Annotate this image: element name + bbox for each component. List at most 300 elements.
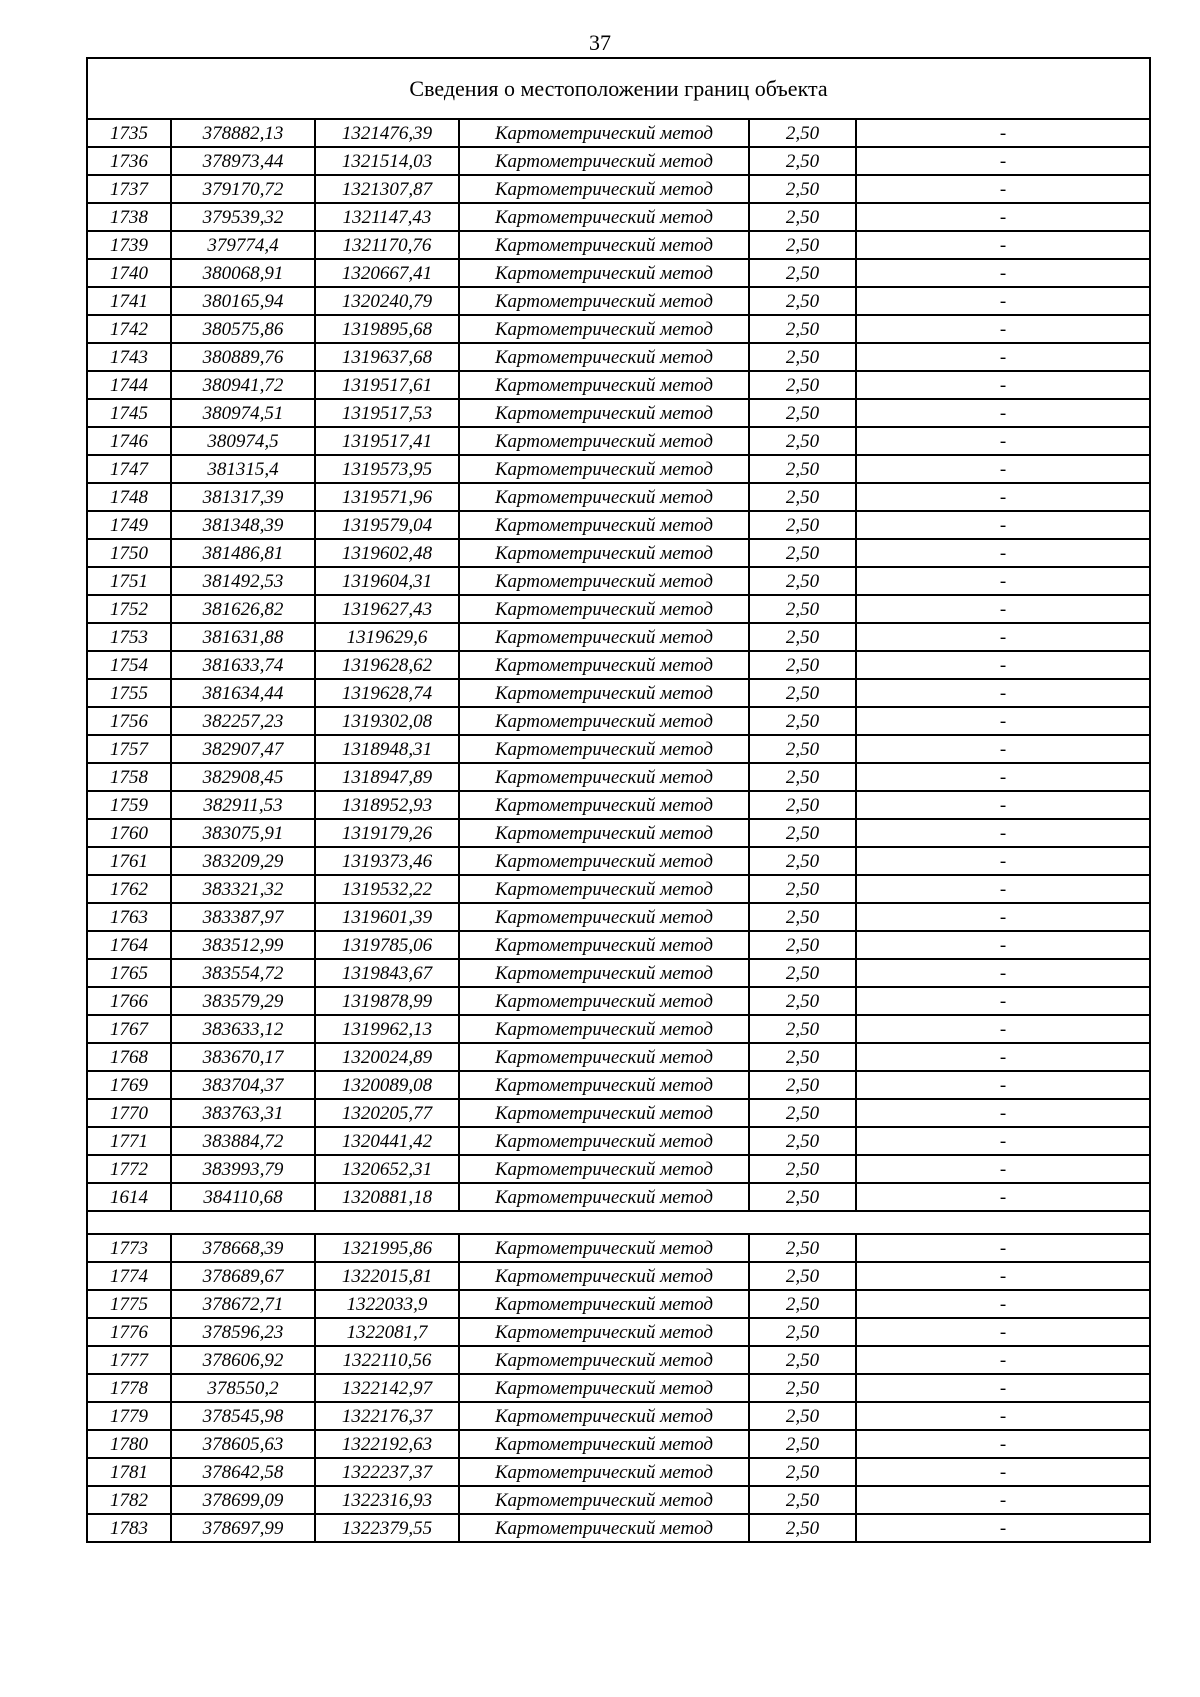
table-row	[87, 1127, 1150, 1155]
method-cell: Картометрический метод	[459, 595, 749, 623]
table-row	[87, 763, 1150, 791]
coord-x-cell: 383387,97	[171, 903, 315, 931]
note-cell: -	[856, 567, 1150, 595]
table-row	[87, 511, 1150, 539]
method-cell: Картометрический метод	[459, 679, 749, 707]
accuracy-cell: 2,50	[749, 987, 856, 1015]
method-cell: Картометрический метод	[459, 1514, 749, 1542]
method-cell: Картометрический метод	[459, 987, 749, 1015]
point-number-cell: 1739	[87, 231, 171, 259]
coord-x-cell: 380889,76	[171, 343, 315, 371]
accuracy-cell: 2,50	[749, 651, 856, 679]
accuracy-cell: 2,50	[749, 203, 856, 231]
coord-y-cell: 1318947,89	[315, 763, 459, 791]
coord-y-cell: 1322379,55	[315, 1514, 459, 1542]
table-row	[87, 735, 1150, 763]
accuracy-cell: 2,50	[749, 875, 856, 903]
table-row	[87, 455, 1150, 483]
method-cell: Картометрический метод	[459, 1043, 749, 1071]
coord-x-cell: 378668,39	[171, 1234, 315, 1262]
point-number-cell: 1767	[87, 1015, 171, 1043]
coord-x-cell: 381633,74	[171, 651, 315, 679]
coord-y-cell: 1322110,56	[315, 1346, 459, 1374]
coord-y-cell: 1319373,46	[315, 847, 459, 875]
note-cell: -	[856, 847, 1150, 875]
note-cell: -	[856, 763, 1150, 791]
table-row	[87, 987, 1150, 1015]
table-row	[87, 539, 1150, 567]
accuracy-cell: 2,50	[749, 1430, 856, 1458]
note-cell: -	[856, 1318, 1150, 1346]
coord-y-cell: 1320089,08	[315, 1071, 459, 1099]
method-cell: Картометрический метод	[459, 1071, 749, 1099]
accuracy-cell: 2,50	[749, 511, 856, 539]
table-row	[87, 1402, 1150, 1430]
point-number-cell: 1747	[87, 455, 171, 483]
coord-y-cell: 1321170,76	[315, 231, 459, 259]
coord-x-cell: 381492,53	[171, 567, 315, 595]
point-number-cell: 1760	[87, 819, 171, 847]
coord-x-cell: 383554,72	[171, 959, 315, 987]
table-row	[87, 1486, 1150, 1514]
method-cell: Картометрический метод	[459, 791, 749, 819]
coord-x-cell: 380974,5	[171, 427, 315, 455]
method-cell: Картометрический метод	[459, 1346, 749, 1374]
method-cell: Картометрический метод	[459, 231, 749, 259]
method-cell: Картометрический метод	[459, 1234, 749, 1262]
coord-x-cell: 383512,99	[171, 931, 315, 959]
note-cell: -	[856, 1127, 1150, 1155]
coord-x-cell: 378596,23	[171, 1318, 315, 1346]
method-cell: Картометрический метод	[459, 1015, 749, 1043]
table-row	[87, 875, 1150, 903]
accuracy-cell: 2,50	[749, 1071, 856, 1099]
accuracy-cell: 2,50	[749, 763, 856, 791]
method-cell: Картометрический метод	[459, 483, 749, 511]
coord-y-cell: 1322316,93	[315, 1486, 459, 1514]
point-number-cell: 1780	[87, 1430, 171, 1458]
method-cell: Картометрический метод	[459, 203, 749, 231]
point-number-cell: 1769	[87, 1071, 171, 1099]
table-row	[87, 203, 1150, 231]
note-cell: -	[856, 875, 1150, 903]
note-cell: -	[856, 679, 1150, 707]
method-cell: Картометрический метод	[459, 287, 749, 315]
table-row	[87, 679, 1150, 707]
accuracy-cell: 2,50	[749, 1155, 856, 1183]
method-cell: Картометрический метод	[459, 315, 749, 343]
accuracy-cell: 2,50	[749, 1514, 856, 1542]
method-cell: Картометрический метод	[459, 875, 749, 903]
table-row	[87, 1430, 1150, 1458]
table-row	[87, 1071, 1150, 1099]
coord-y-cell: 1320205,77	[315, 1099, 459, 1127]
table-row	[87, 1015, 1150, 1043]
method-cell: Картометрический метод	[459, 539, 749, 567]
point-number-cell: 1740	[87, 259, 171, 287]
table-row	[87, 595, 1150, 623]
accuracy-cell: 2,50	[749, 1043, 856, 1071]
method-cell: Картометрический метод	[459, 847, 749, 875]
point-number-cell: 1744	[87, 371, 171, 399]
coord-x-cell: 384110,68	[171, 1183, 315, 1211]
table-row	[87, 707, 1150, 735]
coord-y-cell: 1319517,61	[315, 371, 459, 399]
coord-y-cell: 1319628,62	[315, 651, 459, 679]
table-row	[87, 315, 1150, 343]
coord-y-cell: 1320881,18	[315, 1183, 459, 1211]
note-cell: -	[856, 903, 1150, 931]
table-row	[87, 147, 1150, 175]
table-body	[87, 58, 1150, 1542]
accuracy-cell: 2,50	[749, 175, 856, 203]
coord-y-cell: 1319628,74	[315, 679, 459, 707]
method-cell: Картометрический метод	[459, 903, 749, 931]
method-cell: Картометрический метод	[459, 259, 749, 287]
boundary-table	[86, 57, 1151, 1543]
method-cell: Картометрический метод	[459, 819, 749, 847]
coord-x-cell: 378973,44	[171, 147, 315, 175]
accuracy-cell: 2,50	[749, 1015, 856, 1043]
coord-y-cell: 1321995,86	[315, 1234, 459, 1262]
coord-x-cell: 383993,79	[171, 1155, 315, 1183]
coord-y-cell: 1322176,37	[315, 1402, 459, 1430]
coord-x-cell: 382908,45	[171, 763, 315, 791]
accuracy-cell: 2,50	[749, 623, 856, 651]
coord-y-cell: 1322192,63	[315, 1430, 459, 1458]
accuracy-cell: 2,50	[749, 791, 856, 819]
accuracy-cell: 2,50	[749, 567, 856, 595]
accuracy-cell: 2,50	[749, 1127, 856, 1155]
note-cell: -	[856, 1430, 1150, 1458]
coord-x-cell: 378689,67	[171, 1262, 315, 1290]
table-row	[87, 1514, 1150, 1542]
point-number-cell: 1758	[87, 763, 171, 791]
accuracy-cell: 2,50	[749, 1374, 856, 1402]
accuracy-cell: 2,50	[749, 1486, 856, 1514]
accuracy-cell: 2,50	[749, 1346, 856, 1374]
section-separator-row	[87, 1211, 1150, 1234]
point-number-cell: 1745	[87, 399, 171, 427]
point-number-cell: 1736	[87, 147, 171, 175]
accuracy-cell: 2,50	[749, 399, 856, 427]
method-cell: Картометрический метод	[459, 651, 749, 679]
method-cell: Картометрический метод	[459, 763, 749, 791]
table-row	[87, 931, 1150, 959]
accuracy-cell: 2,50	[749, 119, 856, 147]
accuracy-cell: 2,50	[749, 1099, 856, 1127]
accuracy-cell: 2,50	[749, 1318, 856, 1346]
note-cell: -	[856, 175, 1150, 203]
coord-x-cell: 378697,99	[171, 1514, 315, 1542]
note-cell: -	[856, 455, 1150, 483]
coord-x-cell: 379170,72	[171, 175, 315, 203]
note-cell: -	[856, 651, 1150, 679]
accuracy-cell: 2,50	[749, 1262, 856, 1290]
note-cell: -	[856, 1346, 1150, 1374]
note-cell: -	[856, 511, 1150, 539]
note-cell: -	[856, 1155, 1150, 1183]
coord-x-cell: 379774,4	[171, 231, 315, 259]
section-separator-cell	[87, 1211, 1150, 1234]
method-cell: Картометрический метод	[459, 567, 749, 595]
method-cell: Картометрический метод	[459, 399, 749, 427]
coord-y-cell: 1322015,81	[315, 1262, 459, 1290]
point-number-cell: 1759	[87, 791, 171, 819]
point-number-cell: 1752	[87, 595, 171, 623]
note-cell: -	[856, 231, 1150, 259]
coord-y-cell: 1319571,96	[315, 483, 459, 511]
title-row	[87, 58, 1150, 119]
point-number-cell: 1771	[87, 1127, 171, 1155]
coord-y-cell: 1320024,89	[315, 1043, 459, 1071]
point-number-cell: 1783	[87, 1514, 171, 1542]
coord-y-cell: 1319604,31	[315, 567, 459, 595]
coord-x-cell: 383670,17	[171, 1043, 315, 1071]
point-number-cell: 1751	[87, 567, 171, 595]
coord-y-cell: 1320240,79	[315, 287, 459, 315]
table-row	[87, 399, 1150, 427]
point-number-cell: 1750	[87, 539, 171, 567]
coord-y-cell: 1322237,37	[315, 1458, 459, 1486]
coord-x-cell: 383579,29	[171, 987, 315, 1015]
point-number-cell: 1779	[87, 1402, 171, 1430]
table-row	[87, 903, 1150, 931]
coord-x-cell: 378606,92	[171, 1346, 315, 1374]
table-row	[87, 959, 1150, 987]
coord-x-cell: 381348,39	[171, 511, 315, 539]
point-number-cell: 1772	[87, 1155, 171, 1183]
point-number-cell: 1781	[87, 1458, 171, 1486]
coord-x-cell: 379539,32	[171, 203, 315, 231]
method-cell: Картометрический метод	[459, 427, 749, 455]
coord-x-cell: 383704,37	[171, 1071, 315, 1099]
note-cell: -	[856, 931, 1150, 959]
table-row	[87, 1374, 1150, 1402]
coord-y-cell: 1322033,9	[315, 1290, 459, 1318]
coord-x-cell: 383633,12	[171, 1015, 315, 1043]
table-row	[87, 287, 1150, 315]
accuracy-cell: 2,50	[749, 231, 856, 259]
method-cell: Картометрический метод	[459, 1127, 749, 1155]
method-cell: Картометрический метод	[459, 1099, 749, 1127]
note-cell: -	[856, 1374, 1150, 1402]
coord-y-cell: 1320441,42	[315, 1127, 459, 1155]
point-number-cell: 1753	[87, 623, 171, 651]
note-cell: -	[856, 1514, 1150, 1542]
note-cell: -	[856, 1486, 1150, 1514]
coord-x-cell: 378550,2	[171, 1374, 315, 1402]
note-cell: -	[856, 1234, 1150, 1262]
coord-x-cell: 380575,86	[171, 315, 315, 343]
accuracy-cell: 2,50	[749, 287, 856, 315]
table-row	[87, 623, 1150, 651]
point-number-cell: 1756	[87, 707, 171, 735]
coord-x-cell: 381315,4	[171, 455, 315, 483]
point-number-cell: 1770	[87, 1099, 171, 1127]
accuracy-cell: 2,50	[749, 735, 856, 763]
note-cell: -	[856, 1290, 1150, 1318]
coord-x-cell: 382257,23	[171, 707, 315, 735]
point-number-cell: 1773	[87, 1234, 171, 1262]
coord-x-cell: 380068,91	[171, 259, 315, 287]
coord-y-cell: 1320667,41	[315, 259, 459, 287]
method-cell: Картометрический метод	[459, 1374, 749, 1402]
coord-y-cell: 1319179,26	[315, 819, 459, 847]
point-number-cell: 1763	[87, 903, 171, 931]
table-row	[87, 819, 1150, 847]
point-number-cell: 1741	[87, 287, 171, 315]
point-number-cell: 1749	[87, 511, 171, 539]
method-cell: Картометрический метод	[459, 1183, 749, 1211]
note-cell: -	[856, 707, 1150, 735]
coord-y-cell: 1319302,08	[315, 707, 459, 735]
table-row	[87, 651, 1150, 679]
note-cell: -	[856, 343, 1150, 371]
method-cell: Картометрический метод	[459, 931, 749, 959]
coord-y-cell: 1322142,97	[315, 1374, 459, 1402]
accuracy-cell: 2,50	[749, 707, 856, 735]
accuracy-cell: 2,50	[749, 1402, 856, 1430]
coord-x-cell: 378642,58	[171, 1458, 315, 1486]
coord-y-cell: 1319629,6	[315, 623, 459, 651]
coord-y-cell: 1319962,13	[315, 1015, 459, 1043]
accuracy-cell: 2,50	[749, 1290, 856, 1318]
coord-x-cell: 378699,09	[171, 1486, 315, 1514]
coord-y-cell: 1319573,95	[315, 455, 459, 483]
accuracy-cell: 2,50	[749, 259, 856, 287]
point-number-cell: 1777	[87, 1346, 171, 1374]
point-number-cell: 1761	[87, 847, 171, 875]
coord-y-cell: 1319785,06	[315, 931, 459, 959]
note-cell: -	[856, 287, 1150, 315]
point-number-cell: 1757	[87, 735, 171, 763]
method-cell: Картометрический метод	[459, 623, 749, 651]
table-row	[87, 343, 1150, 371]
point-number-cell: 1782	[87, 1486, 171, 1514]
note-cell: -	[856, 399, 1150, 427]
accuracy-cell: 2,50	[749, 931, 856, 959]
note-cell: -	[856, 1402, 1150, 1430]
note-cell: -	[856, 1099, 1150, 1127]
coord-x-cell: 378672,71	[171, 1290, 315, 1318]
note-cell: -	[856, 427, 1150, 455]
coord-y-cell: 1319601,39	[315, 903, 459, 931]
coord-y-cell: 1321514,03	[315, 147, 459, 175]
table-row	[87, 1043, 1150, 1071]
table-row	[87, 1458, 1150, 1486]
table-row	[87, 1290, 1150, 1318]
accuracy-cell: 2,50	[749, 1183, 856, 1211]
table-row	[87, 231, 1150, 259]
coord-x-cell: 380941,72	[171, 371, 315, 399]
table-row	[87, 483, 1150, 511]
method-cell: Картометрический метод	[459, 707, 749, 735]
note-cell: -	[856, 371, 1150, 399]
coord-y-cell: 1319579,04	[315, 511, 459, 539]
method-cell: Картометрический метод	[459, 343, 749, 371]
point-number-cell: 1754	[87, 651, 171, 679]
table-row	[87, 1318, 1150, 1346]
table-row	[87, 259, 1150, 287]
accuracy-cell: 2,50	[749, 147, 856, 175]
table-title: Сведения о местоположении границ объекта	[87, 58, 1150, 119]
note-cell: -	[856, 539, 1150, 567]
method-cell: Картометрический метод	[459, 511, 749, 539]
method-cell: Картометрический метод	[459, 455, 749, 483]
note-cell: -	[856, 1071, 1150, 1099]
accuracy-cell: 2,50	[749, 847, 856, 875]
coord-y-cell: 1321307,87	[315, 175, 459, 203]
coord-x-cell: 383209,29	[171, 847, 315, 875]
method-cell: Картометрический метод	[459, 147, 749, 175]
note-cell: -	[856, 315, 1150, 343]
note-cell: -	[856, 1015, 1150, 1043]
coord-x-cell: 382907,47	[171, 735, 315, 763]
point-number-cell: 1776	[87, 1318, 171, 1346]
method-cell: Картометрический метод	[459, 735, 749, 763]
coord-y-cell: 1319627,43	[315, 595, 459, 623]
table-row	[87, 1099, 1150, 1127]
table-row	[87, 1346, 1150, 1374]
coord-x-cell: 381486,81	[171, 539, 315, 567]
table-row	[87, 371, 1150, 399]
note-cell: -	[856, 203, 1150, 231]
note-cell: -	[856, 1262, 1150, 1290]
note-cell: -	[856, 987, 1150, 1015]
coord-x-cell: 383884,72	[171, 1127, 315, 1155]
table-row	[87, 847, 1150, 875]
coord-x-cell: 380974,51	[171, 399, 315, 427]
table-row	[87, 1155, 1150, 1183]
coord-y-cell: 1321147,43	[315, 203, 459, 231]
coord-x-cell: 382911,53	[171, 791, 315, 819]
method-cell: Картометрический метод	[459, 1318, 749, 1346]
table-row	[87, 119, 1150, 147]
point-number-cell: 1768	[87, 1043, 171, 1071]
table-row	[87, 791, 1150, 819]
note-cell: -	[856, 483, 1150, 511]
coord-y-cell: 1319637,68	[315, 343, 459, 371]
method-cell: Картометрический метод	[459, 1402, 749, 1430]
point-number-cell: 1742	[87, 315, 171, 343]
coord-x-cell: 378605,63	[171, 1430, 315, 1458]
note-cell: -	[856, 147, 1150, 175]
table-row	[87, 1234, 1150, 1262]
accuracy-cell: 2,50	[749, 819, 856, 847]
coord-x-cell: 381634,44	[171, 679, 315, 707]
coord-y-cell: 1319517,41	[315, 427, 459, 455]
table-row	[87, 1262, 1150, 1290]
accuracy-cell: 2,50	[749, 315, 856, 343]
coord-y-cell: 1320652,31	[315, 1155, 459, 1183]
method-cell: Картометрический метод	[459, 1430, 749, 1458]
point-number-cell: 1737	[87, 175, 171, 203]
coord-y-cell: 1319532,22	[315, 875, 459, 903]
note-cell: -	[856, 1458, 1150, 1486]
note-cell: -	[856, 791, 1150, 819]
coord-x-cell: 380165,94	[171, 287, 315, 315]
point-number-cell: 1765	[87, 959, 171, 987]
coord-y-cell: 1319843,67	[315, 959, 459, 987]
accuracy-cell: 2,50	[749, 1458, 856, 1486]
note-cell: -	[856, 1043, 1150, 1071]
coord-y-cell: 1319602,48	[315, 539, 459, 567]
note-cell: -	[856, 623, 1150, 651]
note-cell: -	[856, 1183, 1150, 1211]
accuracy-cell: 2,50	[749, 539, 856, 567]
note-cell: -	[856, 119, 1150, 147]
